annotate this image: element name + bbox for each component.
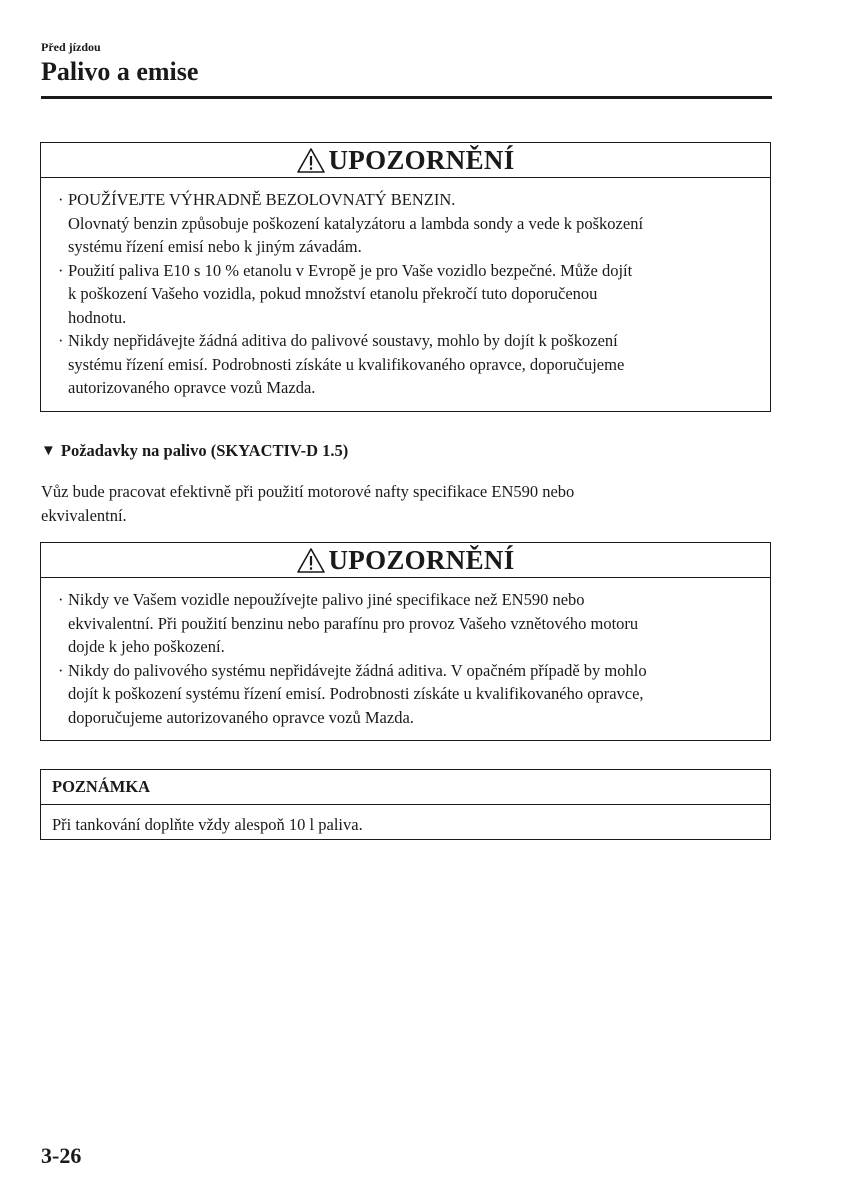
subsection-heading [41,441,348,461]
warning-box-header [41,143,770,178]
list-item-continued: dojde k jeho poškození. [68,637,225,656]
list-item-continued: autorizovaného opravce vozů Mazda. [68,378,316,397]
list-item: · Nikdy ve Vašem vozidle nepoužívejte palivo jiné specifikace než EN590 nebo [58,590,585,609]
page-number: 3-26 [41,1143,82,1168]
list-item: · Nikdy do palivového systému nepřidávejte žádná aditiva. V opačném případě by mohlo [58,660,647,680]
list-item-continued: Olovnatý benzin způsobuje poškození katalyzátoru a lambda sondy a vede k poškození [68,213,644,233]
warning-box-body [41,578,770,737]
title-rule [41,96,772,99]
triangle-down-icon: ▼ [41,442,56,459]
warning-box-header [41,543,770,578]
warning-box-body [41,178,770,408]
note-box [40,769,771,840]
body-paragraph: Vůz bude pracovat efektivně při použití motorové nafty specifikace EN590 nebo ekvivalentní. [41,482,575,525]
list-item-continued: systému řízení emisí nebo k jiným závadám. [68,237,362,256]
warning-title: UPOZORNĚNÍ [328,544,515,575]
note-title: POZNÁMKA [41,770,770,805]
list-item-continued: systému řízení emisí. Podrobnosti získáte u kvalifikovaného opravce, doporučujeme [68,354,625,374]
note-text: Při tankování doplňte vždy alespoň 10 l paliva. [52,815,363,834]
list-item: · Použití paliva E10 s 10 % etanolu v Evropě je pro Vaše vozidlo bezpečné. Může dojít [58,260,633,280]
list-item-continued: doporučujeme autorizovaného opravce vozů Mazda. [68,707,414,727]
list-item: · POUŽÍVEJTE VÝHRADNĚ BEZOLOVNATÝ BENZIN. [58,190,456,209]
list-item-continued: k poškození Vašeho vozidla, pokud množství etanolu překročí tuto doporučenou [68,284,598,303]
page-title: Palivo a emise [41,57,199,86]
list-item-continued: dojít k poškození systému řízení emisí. Podrobnosti získáte u kvalifikovaného opravce, [68,684,644,703]
list-item-continued: ekvivalentní. Při použití benzinu nebo parafínu pro provoz Vašeho vznětového motoru [68,613,639,633]
list-item-continued: hodnotu. [68,307,127,327]
section-label: Před jízdou [41,40,101,54]
subsection-title: Požadavky na palivo (SKYACTIV-D 1.5) [60,441,349,460]
list-item: · Nikdy nepřidávejte žádná aditiva do palivové soustavy, mohlo by dojít k poškození [58,331,618,350]
warning-triangle-icon [296,547,326,574]
warning-triangle-icon [296,147,326,174]
warning-title: UPOZORNĚNÍ [328,144,515,175]
warning-box-diesel [40,542,771,741]
warning-box-unleaded [40,142,771,412]
